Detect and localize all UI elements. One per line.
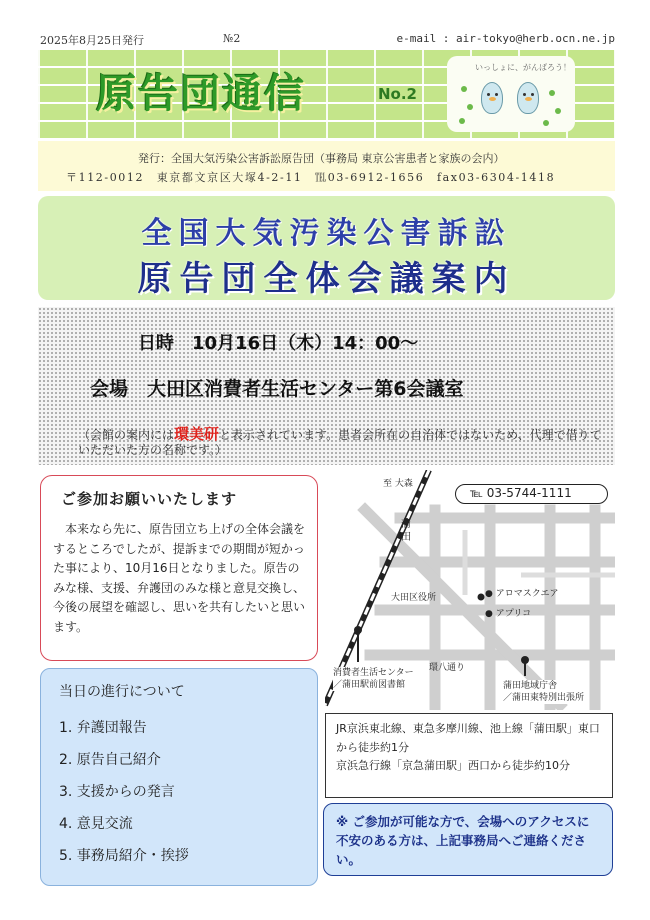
map-label-aprico: ● アプリコ bbox=[485, 609, 532, 619]
decoration-dot-icon bbox=[555, 108, 561, 114]
map-label-kamata: 蒲田 bbox=[401, 519, 411, 543]
publisher-info bbox=[38, 141, 615, 191]
decoration-dot-icon bbox=[549, 90, 555, 96]
bird-icon bbox=[481, 82, 503, 114]
venue-tel[interactable]: ℡ 03-5744-1111 bbox=[455, 484, 608, 504]
headline-box bbox=[38, 196, 615, 300]
schedule-box bbox=[40, 668, 318, 886]
illustration-speech-text: いっしょに、がんばろう！ bbox=[475, 63, 571, 72]
schedule-item: 2. 原告自己紹介 bbox=[59, 752, 161, 768]
schedule-heading: 当日の進行について bbox=[59, 684, 185, 700]
masthead-banner bbox=[38, 48, 615, 140]
caution-note: ※ ご参加が可能な方で、会場へのアクセスに不安のある方は、上記事務局へご連絡ください。 bbox=[323, 803, 613, 876]
issue-number: №2 bbox=[223, 32, 241, 45]
decoration-dot-icon bbox=[467, 104, 473, 110]
access-keikyu: 京浜急行線「京急蒲田駅」西口から徒歩約10分 bbox=[336, 759, 570, 772]
schedule-item: 4. 意見交流 bbox=[59, 816, 133, 832]
contact-email[interactable]: e-mail : air-tokyo@herb.ocn.ne.jp bbox=[396, 32, 615, 45]
headline-line2: 原告団全体会議案内 bbox=[137, 259, 516, 299]
access-directions bbox=[325, 713, 613, 798]
newsletter-title: 原告団通信 bbox=[96, 71, 306, 117]
issue-date: 2025年8月25日発行 bbox=[40, 34, 144, 47]
map-label-venue: 消費者生活センター ／蒲田駅前図書館 bbox=[333, 668, 414, 690]
venue-note-before: （会館の案内には bbox=[78, 428, 175, 442]
schedule-item: 5. 事務局紹介・挨拶 bbox=[59, 848, 189, 864]
request-body: 本来なら先に、原告団立ち上げの全体会議をするところでしたが、提訴までの期間が短かった事により、10月16日となりました。原告のみな様、支援、弁護団のみな様と意見交換し、今後の展望を確認し、思いを共有したいと思います。 bbox=[53, 522, 306, 634]
venue-note bbox=[78, 427, 608, 458]
access-jr: JR京浜東北線、東急多摩川線、池上線「蒲田駅」東口から徒歩約1分 bbox=[336, 722, 600, 754]
decoration-dot-icon bbox=[461, 86, 467, 92]
access-map bbox=[325, 470, 615, 710]
map-label-aromasquare: ● アロマスクエア bbox=[485, 589, 559, 599]
newsletter-number: No.2 bbox=[378, 85, 417, 103]
decoration-dot-icon bbox=[459, 118, 465, 124]
request-box bbox=[40, 475, 318, 661]
birds-illustration bbox=[447, 56, 575, 132]
venue-note-highlight: 環美研 bbox=[174, 425, 220, 443]
request-heading: ご参加お願いいたします bbox=[61, 490, 238, 508]
header-line bbox=[40, 32, 615, 46]
map-label-kanpachi: 環八通り bbox=[429, 663, 466, 673]
publisher-name: 発行：全国大気汚染公害訴訟原告団（事務局 東京公害患者と家族の会内） bbox=[138, 152, 505, 165]
schedule-item: 1. 弁護団報告 bbox=[59, 720, 147, 736]
decoration-dot-icon bbox=[543, 120, 549, 126]
schedule-list bbox=[59, 717, 189, 877]
meeting-venue: 会場 大田区消費者生活センター第6会議室 bbox=[90, 378, 464, 400]
map-label-ward-office: 大田区役所 bbox=[391, 593, 437, 603]
map-label-chiiki: 蒲田地域庁舎 ／蒲田東特別出張所 bbox=[503, 681, 585, 703]
map-label-omori: 至 大森 bbox=[383, 479, 413, 489]
venue-note-after: と表示されています。患者会所在の自治体ではないため、代理で借りていただいた方の名称です。） bbox=[78, 428, 602, 457]
publisher-address: 〒112-0012 東京都文京区大塚4-2-11 ℡03-6912-1656 fax03-6304-1418 bbox=[66, 171, 556, 184]
bird-icon bbox=[517, 82, 539, 114]
headline-line1: 全国大気汚染公害訴訟 bbox=[141, 216, 512, 251]
meeting-details bbox=[38, 307, 615, 465]
meeting-datetime: 日時 10月16日（木）14：00～ bbox=[138, 333, 419, 354]
schedule-item: 3. 支援からの発言 bbox=[59, 784, 175, 800]
